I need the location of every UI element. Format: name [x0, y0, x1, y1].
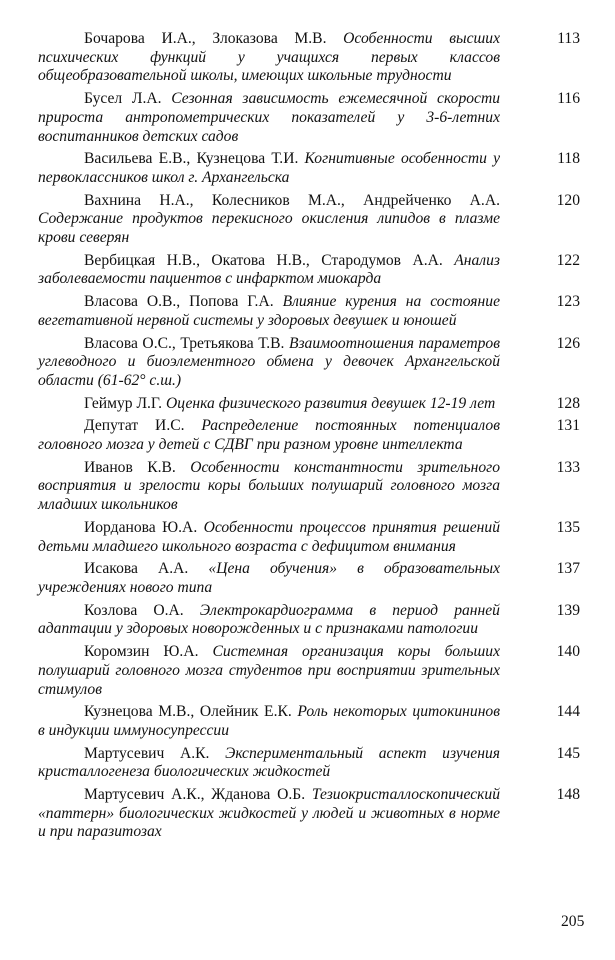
table-of-contents	[38, 30, 580, 846]
toc-entry-title: Системная организация коры больших полушарий головного мозга студентов при восприятии зрительных стимулов	[38, 643, 500, 698]
toc-entry	[38, 293, 580, 330]
toc-entry-page: 123	[556, 293, 580, 311]
toc-entry-authors: Власова О.В., Попова Г.А.	[84, 293, 274, 311]
toc-entry-authors: Коромзин Ю.А.	[84, 643, 199, 661]
toc-entry-title: Особенности константности зрительного восприятия и зрелости коры больших полушарий головного мозга младших школьников	[38, 458, 501, 514]
toc-entry-page: 120	[556, 191, 580, 209]
toc-entry	[38, 30, 580, 86]
toc-entry	[38, 90, 580, 146]
toc-entry-text	[38, 745, 500, 782]
toc-entry-text	[38, 395, 500, 414]
toc-entry	[38, 192, 580, 248]
toc-entry-page: 118	[557, 150, 580, 168]
toc-entry-text	[38, 293, 500, 330]
toc-entry-title: Особенности процессов принятия решений детьми младшего школьного возраста с дефицитом внимания	[38, 518, 500, 555]
toc-entry-text	[38, 560, 500, 597]
toc-entry-authors: Бусел Л.А.	[84, 90, 162, 108]
toc-entry	[38, 602, 580, 639]
toc-entry-title: Тезиокристаллоскопический «паттерн» биологических жидкостей у людей и животных в норме и при паразитозах	[38, 786, 500, 841]
toc-entry-authors: Кузнецова М.В., Олейник Е.К.	[84, 703, 292, 721]
toc-entry-authors: Геймур Л.Г.	[84, 394, 163, 412]
toc-entry-page: 128	[556, 394, 580, 412]
toc-entry-text	[38, 192, 500, 248]
toc-entry-authors: Мартусевич А.К., Жданова О.Б.	[84, 786, 306, 804]
toc-entry-title: Влияние курения на состояние вегетативной нервной системы у здоровых девушек и юношей	[38, 293, 501, 329]
page-number: 205	[561, 913, 585, 930]
toc-entry-page: 139	[556, 601, 580, 619]
toc-entry-text	[38, 643, 500, 699]
toc-entry-page: 148	[556, 786, 580, 804]
toc-entry-text	[38, 459, 500, 515]
toc-entry-authors: Депутат И.С.	[84, 417, 185, 435]
toc-entry-title: Сезонная зависимость ежемесячной скорости прироста антропометрических показателей у 3-6-летних воспитанников детских садов	[38, 90, 501, 145]
toc-entry-authors: Козлова О.А.	[84, 601, 184, 619]
toc-entry-page: 133	[556, 458, 580, 476]
toc-entry	[38, 745, 580, 782]
toc-entry-page: 140	[556, 643, 580, 661]
toc-entry-text	[38, 335, 500, 391]
toc-entry	[38, 395, 580, 414]
toc-entry-text	[38, 150, 500, 187]
toc-entry	[38, 560, 580, 597]
toc-entry-text	[38, 252, 500, 289]
toc-entry-title: Электрокардиограмма в период ранней адаптации у здоровых новорожденных и с признаками патологии	[38, 601, 500, 638]
toc-entry-title: Содержание продуктов перекисного окисления липидов в плазме крови северян	[38, 210, 500, 247]
toc-entry-authors: Иорданова Ю.А.	[84, 518, 198, 536]
toc-entry-authors: Вербицкая Н.В., Окатова Н.В., Стародумов А.А.	[84, 251, 443, 269]
toc-entry-page: 135	[556, 518, 580, 536]
toc-entry-page: 126	[556, 334, 580, 352]
toc-entry-text	[38, 786, 500, 842]
toc-entry-text	[38, 417, 500, 454]
toc-entry	[38, 786, 580, 842]
toc-entry-page: 144	[556, 703, 580, 721]
toc-entry-title: Оценка физического развития девушек 12-19 лет	[166, 394, 496, 412]
toc-entry	[38, 150, 580, 187]
toc-entry-title: Особенности высших психических функций у учащихся первых классов общеобразовательной школы, имеющих школьные трудности	[38, 30, 500, 85]
toc-entry-authors: Власова О.С., Третьякова Т.В.	[84, 334, 285, 352]
toc-entry-page: 113	[557, 30, 580, 47]
toc-entry-title: Экспериментальный аспект изучения кристаллогенеза биологических жидкостей	[38, 744, 500, 781]
toc-entry	[38, 252, 580, 289]
toc-entry-authors: Вахнина Н.А., Колесников М.А., Андрейченко А.А.	[84, 191, 500, 209]
toc-entry-page: 131	[556, 417, 580, 435]
toc-entry	[38, 335, 580, 391]
toc-entry-authors: Исакова А.А.	[84, 560, 189, 578]
toc-entry-authors: Бочарова И.А., Злоказова М.В.	[84, 30, 327, 47]
toc-entry	[38, 519, 580, 556]
toc-entry-page: 145	[556, 744, 580, 762]
toc-entry	[38, 703, 580, 740]
toc-entry-authors: Мартусевич А.К.	[84, 744, 210, 762]
toc-entry	[38, 643, 580, 699]
toc-entry-title: Анализ заболеваемости пациентов с инфарктом миокарда	[38, 251, 500, 288]
toc-entry-title: «Цена обучения» в образовательных учреждениях нового типа	[38, 560, 500, 596]
toc-entry-text	[38, 602, 500, 639]
toc-entry-text	[38, 90, 500, 146]
toc-entry	[38, 459, 580, 515]
toc-entry-page: 137	[556, 560, 580, 578]
toc-entry-page: 122	[556, 251, 580, 269]
toc-entry-text	[38, 519, 500, 556]
toc-entry-title: Распределение постоянных потенциалов головного мозга у детей с СДВГ при разном уровне интеллекта	[38, 417, 500, 454]
toc-entry-title: Взаимоотношения параметров углеводного и биоэлементного обмена у девочек Архангельской области (61-62° с.ш.)	[38, 334, 500, 389]
toc-entry-page: 116	[557, 90, 580, 108]
toc-entry-authors: Иванов К.В.	[84, 458, 176, 476]
toc-entry-text	[38, 703, 500, 740]
toc-entry-title: Когнитивные особенности у первоклассников школ г. Архангельска	[38, 150, 500, 186]
toc-entry-text	[38, 30, 500, 86]
toc-entry-title: Роль некоторых цитокининов в индукции иммуносупрессии	[38, 703, 500, 739]
toc-entry	[38, 417, 580, 454]
toc-entry-authors: Васильева Е.В., Кузнецова Т.И.	[84, 150, 299, 168]
